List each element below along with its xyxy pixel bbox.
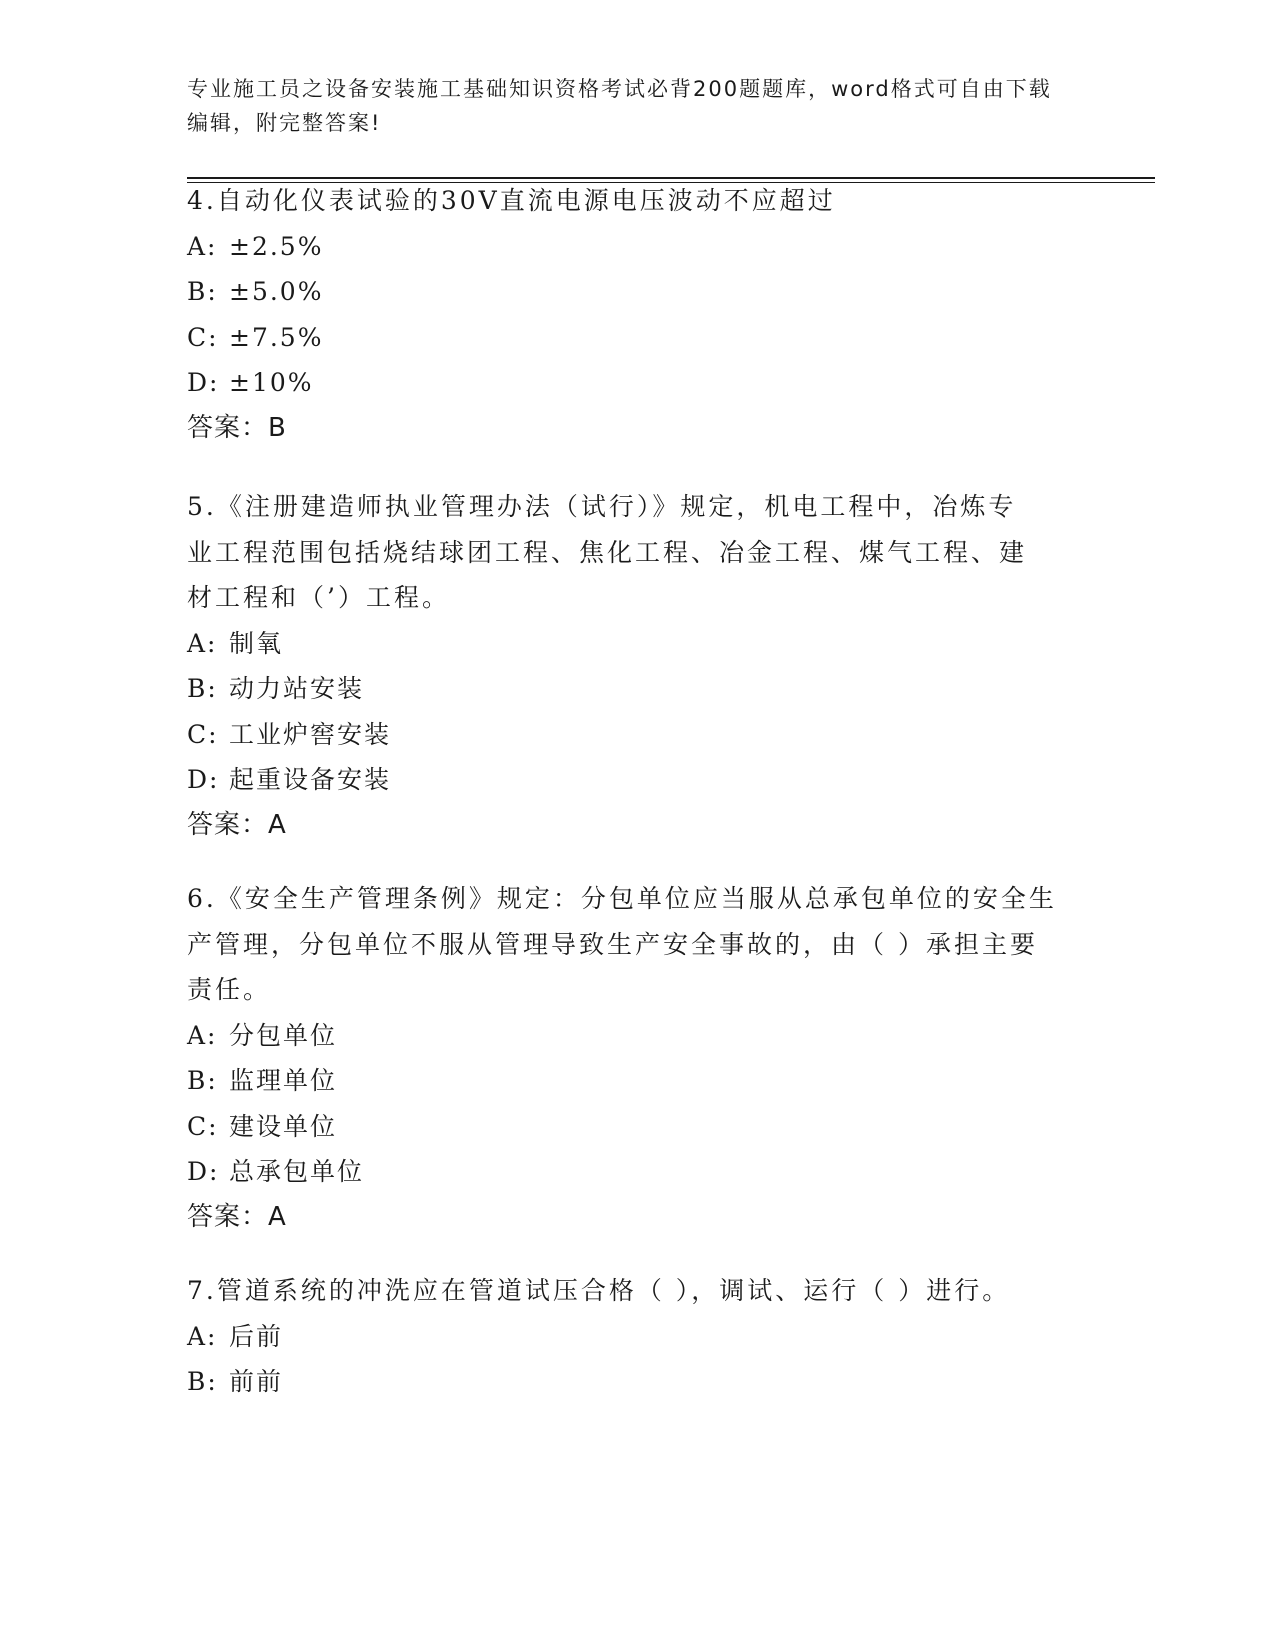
question-text: 6.《安全生产管理条例》规定：分包单位应当服从总承包单位的安全生产管理，分包单位不服从管理导致生产安全事故的，由（ ）承担主要责任。 bbox=[187, 884, 1057, 1004]
question-6 bbox=[187, 876, 1057, 1240]
option-label: A: bbox=[187, 628, 218, 658]
option-a bbox=[187, 621, 1037, 667]
option-b bbox=[187, 1058, 1057, 1104]
option-label: B: bbox=[187, 1367, 218, 1396]
option-label: D: bbox=[187, 1157, 220, 1186]
option-text: 总承包单位 bbox=[229, 1157, 365, 1186]
option-text: 制氧 bbox=[229, 628, 284, 658]
option-label: A: bbox=[187, 1321, 218, 1351]
option-d bbox=[187, 360, 1087, 406]
option-d bbox=[187, 757, 1037, 803]
option-label: B: bbox=[187, 674, 218, 703]
question-text: 5.《注册建造师执业管理办法（试行）》规定，机电工程中，冶炼专业工程范围包括烧结球团工程、焦化工程、冶金工程、煤气工程、建材工程和（’）工程。 bbox=[187, 492, 1028, 612]
option-text: ±2.5% bbox=[229, 231, 324, 261]
answer: 答案：B bbox=[187, 412, 287, 443]
option-a bbox=[187, 224, 1087, 270]
option-label: C: bbox=[187, 322, 219, 352]
option-text: ±10% bbox=[229, 368, 314, 397]
option-label: B: bbox=[187, 277, 218, 306]
option-text: 后前 bbox=[229, 1321, 284, 1351]
option-a bbox=[187, 1013, 1057, 1059]
answer: 答案：A bbox=[187, 1201, 287, 1232]
option-c bbox=[187, 1104, 1057, 1150]
option-text: 动力站安装 bbox=[229, 674, 365, 703]
option-label: A: bbox=[187, 231, 218, 261]
option-text: 监理单位 bbox=[229, 1066, 338, 1095]
option-text: 起重设备安装 bbox=[229, 765, 392, 794]
option-label: C: bbox=[187, 719, 219, 749]
option-text: 建设单位 bbox=[229, 1111, 338, 1141]
option-c bbox=[187, 712, 1037, 758]
option-b bbox=[187, 269, 1087, 315]
question-text: 7.管道系统的冲洗应在管道试压合格（ ），调试、运行（ ）进行。 bbox=[187, 1276, 1011, 1305]
question-4 bbox=[187, 178, 1087, 451]
document-header: 专业施工员之设备安装施工基础知识资格考试必背200题题库，word格式可自由下载编辑，附完整答案! bbox=[187, 77, 1052, 135]
option-label: B: bbox=[187, 1066, 218, 1095]
question-7 bbox=[187, 1268, 1087, 1405]
option-text: ±5.0% bbox=[229, 277, 324, 306]
answer: 答案：A bbox=[187, 809, 287, 840]
option-text: ±7.5% bbox=[229, 322, 324, 352]
option-b bbox=[187, 666, 1037, 712]
question-5 bbox=[187, 484, 1037, 848]
option-label: D: bbox=[187, 368, 220, 397]
option-label: C: bbox=[187, 1111, 219, 1141]
option-text: 分包单位 bbox=[229, 1020, 338, 1050]
option-d bbox=[187, 1149, 1057, 1195]
option-text: 前前 bbox=[229, 1367, 284, 1396]
option-c bbox=[187, 315, 1087, 361]
option-label: D: bbox=[187, 765, 220, 794]
option-b bbox=[187, 1359, 1087, 1405]
option-a bbox=[187, 1314, 1087, 1360]
question-text: 4.自动化仪表试验的30V直流电源电压波动不应超过 bbox=[187, 186, 836, 215]
option-label: A: bbox=[187, 1020, 218, 1050]
option-text: 工业炉窖安装 bbox=[229, 719, 392, 749]
